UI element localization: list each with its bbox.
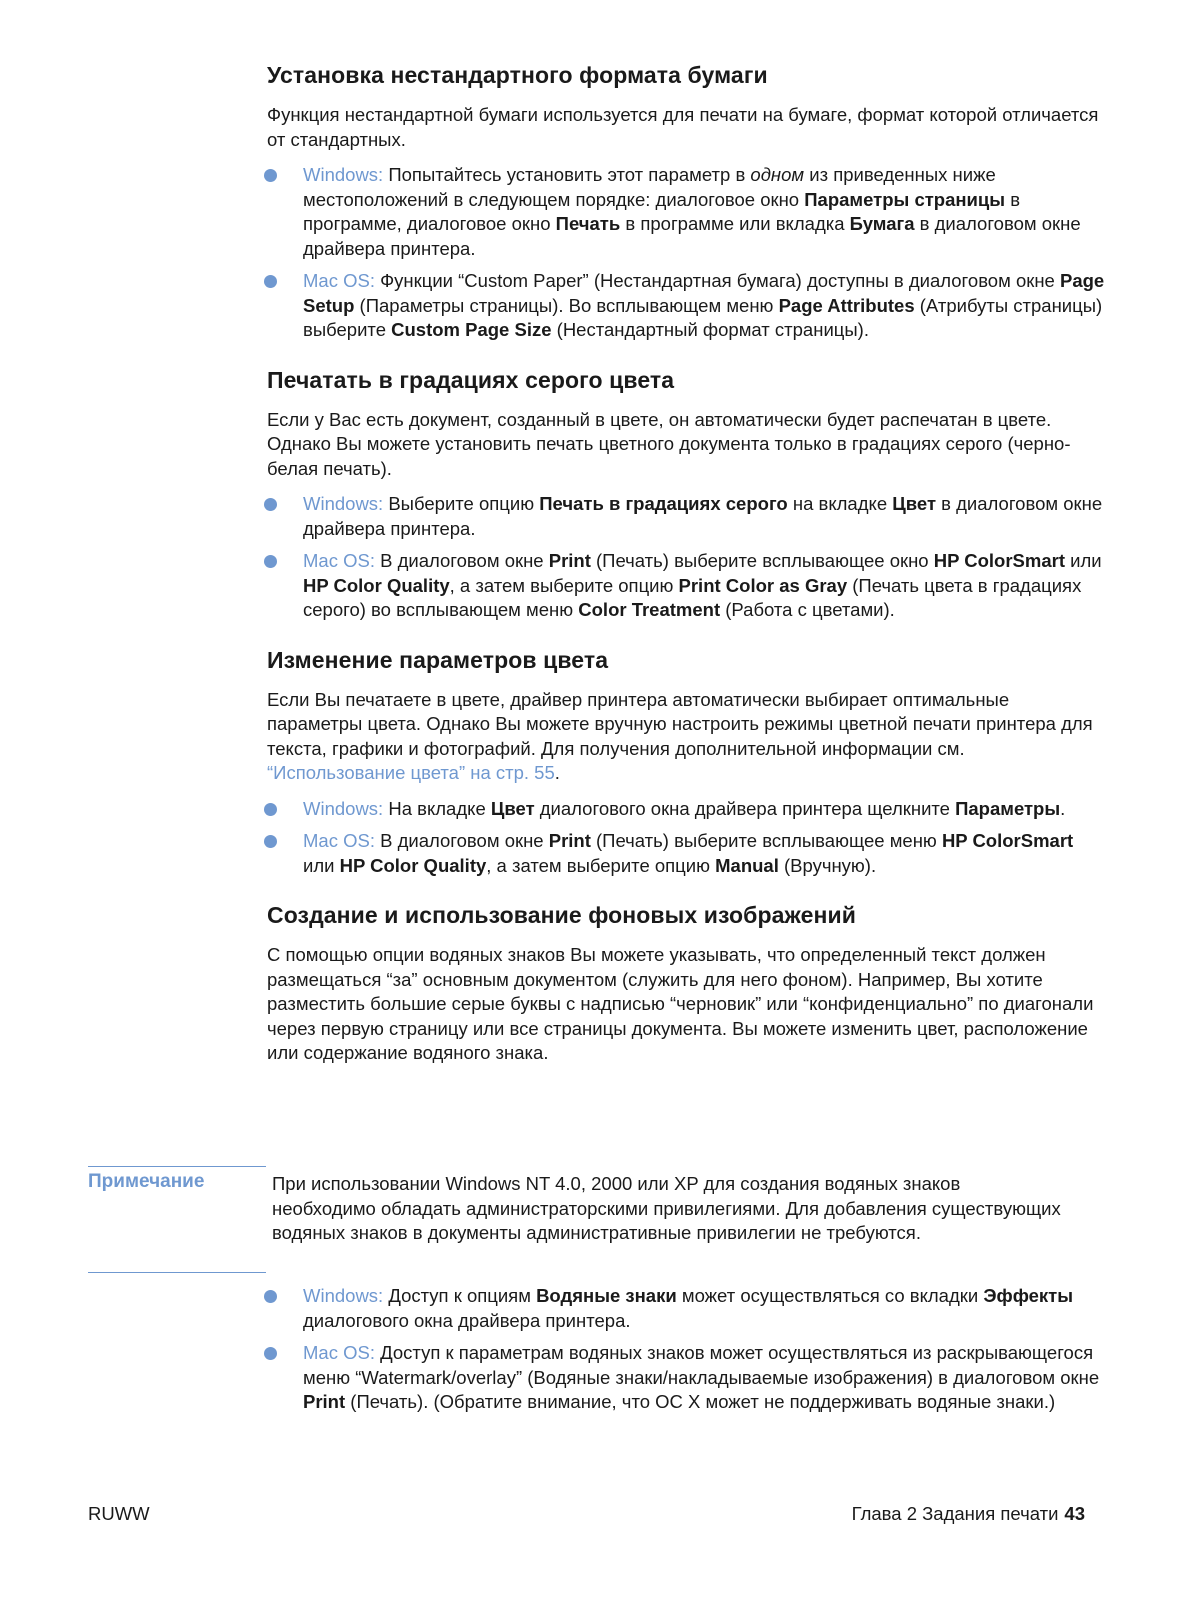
section-grayscale: [267, 367, 1107, 623]
text-run: в диалоговом окне драйвера принтера.: [303, 493, 1103, 539]
note-text: При использовании Windows NT 4.0, 2000 или XP для создания водяных знаков необходимо обладать администраторскими привилегиями. Для добавления существующих водяных знаков в документы административные привилегии не требуются.: [272, 1173, 1061, 1243]
bold-run: HP ColorSmart: [941, 830, 1074, 851]
bullet-icon: [264, 555, 277, 568]
os-label: Windows:: [303, 1285, 384, 1306]
bold-run: Параметры: [955, 797, 1061, 819]
bold-run: HP Color Quality: [339, 854, 487, 876]
os-label: Windows:: [303, 797, 384, 819]
footer-locale: RUWW: [88, 1503, 150, 1524]
text-run: (Печать). (Обратите внимание, что ОС X может не поддерживать водяные знаки.): [345, 1391, 1056, 1412]
bold-run: Page Attributes: [778, 294, 915, 316]
os-label: Windows:: [303, 164, 384, 185]
text-run: (Параметры страницы). Во всплывающем меню: [354, 294, 779, 316]
bullet-list: [267, 163, 1107, 343]
bold-run: Custom Page Size: [391, 319, 552, 340]
bold-run: Печать: [555, 213, 621, 234]
text-run: диалогового окна драйвера принтера.: [303, 1309, 631, 1331]
bullet-list: [267, 797, 1107, 879]
text-run: Доступ к опциям: [383, 1285, 537, 1306]
page-number: 43: [1064, 1503, 1085, 1524]
text-run: , а затем выберите опцию: [449, 574, 679, 596]
bullet-icon: [264, 835, 277, 848]
text-run: Функции “Custom Paper” (Нестандартная бумага) доступны в диалоговом окне: [374, 270, 1060, 291]
list-item-macos: [267, 1341, 1107, 1415]
note-label: Примечание: [88, 1171, 205, 1192]
section-title: Печатать в градациях серого цвета: [267, 366, 675, 393]
bold-run: Водяные знаки: [536, 1285, 677, 1306]
watermark-instructions: [267, 1284, 1107, 1423]
text-run: (Атрибуты страницы) выберите: [303, 294, 1103, 340]
footer-chapter-title: Глава 2 Задания печати: [851, 1503, 1059, 1524]
bold-run: Параметры страницы: [804, 188, 1006, 210]
note-box: [88, 1166, 1108, 1274]
italic-run: одном: [750, 164, 805, 185]
bold-run: Color Treatment: [578, 599, 721, 620]
section-intro: [267, 688, 1107, 786]
section-watermarks: [267, 902, 1107, 1066]
text-run: В диалоговом окне: [374, 830, 549, 851]
list-item-windows: [267, 492, 1107, 541]
os-label: Mac OS:: [303, 270, 375, 291]
text-run: или: [1064, 550, 1102, 571]
bullet-icon: [264, 498, 277, 511]
text-run: (Нестандартный формат страницы).: [551, 319, 869, 340]
list-item-macos: [267, 829, 1107, 878]
text-run: Если Вы печатаете в цвете, драйвер принтера автоматически выбирает оптимальные параметры цвета. Однако Вы можете вручную настроить режимы цветной печати принтера для текста, графики и фотографий. Для получения дополнительной информации см.: [267, 688, 1093, 759]
os-label: Windows:: [303, 493, 384, 514]
text-run: или: [303, 854, 340, 876]
text-run: диалогового окна драйвера принтера щелкните: [534, 797, 956, 819]
note-divider-top: [88, 1166, 266, 1167]
bold-run: Печать в градациях серого: [539, 493, 788, 514]
main-content: [267, 62, 1107, 1090]
bullet-list: [267, 492, 1107, 623]
text-run: На вкладке: [383, 797, 491, 819]
text-run: .: [1060, 797, 1066, 819]
footer-chapter: [852, 1503, 1085, 1525]
text-run: В диалоговом окне: [374, 550, 549, 571]
text-run: из приведенных ниже местоположений в следующем порядке: диалоговое окно: [303, 164, 996, 210]
section-intro: С помощью опции водяных знаков Вы можете указывать, что определенный текст должен размещаться “за” основным документом (служить для него фоном). Например, Вы хотите разместить большие серые буквы с надписью “черновик” или “конфиденциально” по диагонали через первую страницу или все страницы документа. Вы можете изменить цвет, расположение или содержание водяного знака.: [267, 944, 1094, 1063]
text-run: Доступ к параметрам водяных знаков может осуществляться из раскрывающегося меню “Watermark/overlay” (Водяные знаки/накладываемые изображения) в диалоговом окне: [303, 1342, 1100, 1388]
text-run: в программе или вкладка: [620, 213, 850, 234]
bullet-icon: [264, 1347, 277, 1360]
bullet-icon: [264, 275, 277, 288]
text-run: .: [554, 762, 560, 783]
bold-run: Цвет: [892, 493, 936, 514]
list-item-macos: [267, 269, 1107, 343]
section-custom-paper: [267, 62, 1107, 343]
section-color-options: [267, 647, 1107, 879]
section-title: Создание и использование фоновых изображений: [267, 902, 856, 928]
list-item-windows: [267, 1284, 1107, 1333]
text-run: Попытайтесь установить этот параметр в: [383, 164, 751, 185]
bold-run: Print: [303, 1391, 346, 1412]
bold-run: Manual: [715, 854, 779, 876]
bold-run: Print Color as Gray: [678, 574, 848, 596]
bullet-list: [267, 1284, 1107, 1415]
text-run: (Работа с цветами).: [720, 599, 895, 620]
text-run: (Вручную).: [778, 854, 877, 876]
list-item-windows: [267, 797, 1107, 822]
text-run: , а затем выберите опцию: [486, 854, 716, 876]
list-item-windows: [267, 163, 1107, 261]
section-intro: Если у Вас есть документ, созданный в цвете, он автоматически будет распечатан в цвете. Однако Вы можете установить печать цветного документа только в градациях серого (черно-белая печать).: [267, 408, 1071, 479]
bold-run: Print: [548, 830, 591, 851]
bold-run: Print: [548, 550, 591, 571]
text-run: (Печать) выберите всплывающее окно: [590, 550, 934, 571]
bold-run: Эффекты: [983, 1285, 1074, 1306]
os-label: Mac OS:: [303, 1342, 375, 1363]
section-title: Установка нестандартного формата бумаги: [267, 62, 768, 88]
bold-run: Page Setup: [303, 270, 1105, 316]
note-divider-bottom: [88, 1272, 266, 1273]
bold-run: Бумага: [849, 213, 915, 234]
text-run: (Печать) выберите всплывающее меню: [590, 830, 942, 851]
section-intro: Функция нестандартной бумаги используется для печати на бумаге, формат которой отличается от стандартных.: [267, 104, 1099, 150]
bullet-icon: [264, 803, 277, 816]
bullet-icon: [264, 1290, 277, 1303]
cross-reference-link[interactable]: “Использование цвета” на стр. 55: [267, 762, 555, 783]
os-label: Mac OS:: [303, 550, 375, 571]
os-label: Mac OS:: [303, 830, 375, 851]
bold-run: HP Color Quality: [303, 574, 450, 596]
text-run: может осуществляться со вкладки: [676, 1285, 984, 1306]
text-run: Выберите опцию: [383, 493, 540, 514]
bullet-icon: [264, 169, 277, 182]
list-item-macos: [267, 549, 1107, 623]
text-run: (Печать цвета в градациях серого) во всплывающем меню: [303, 574, 1082, 620]
text-run: на вкладке: [787, 493, 893, 514]
bold-run: Цвет: [490, 797, 535, 819]
bold-run: HP ColorSmart: [933, 550, 1065, 571]
text-run: в программе, диалоговое окно: [303, 188, 1021, 234]
text-run: в диалоговом окне драйвера принтера.: [303, 213, 1081, 259]
section-title: Изменение параметров цвета: [267, 646, 609, 673]
